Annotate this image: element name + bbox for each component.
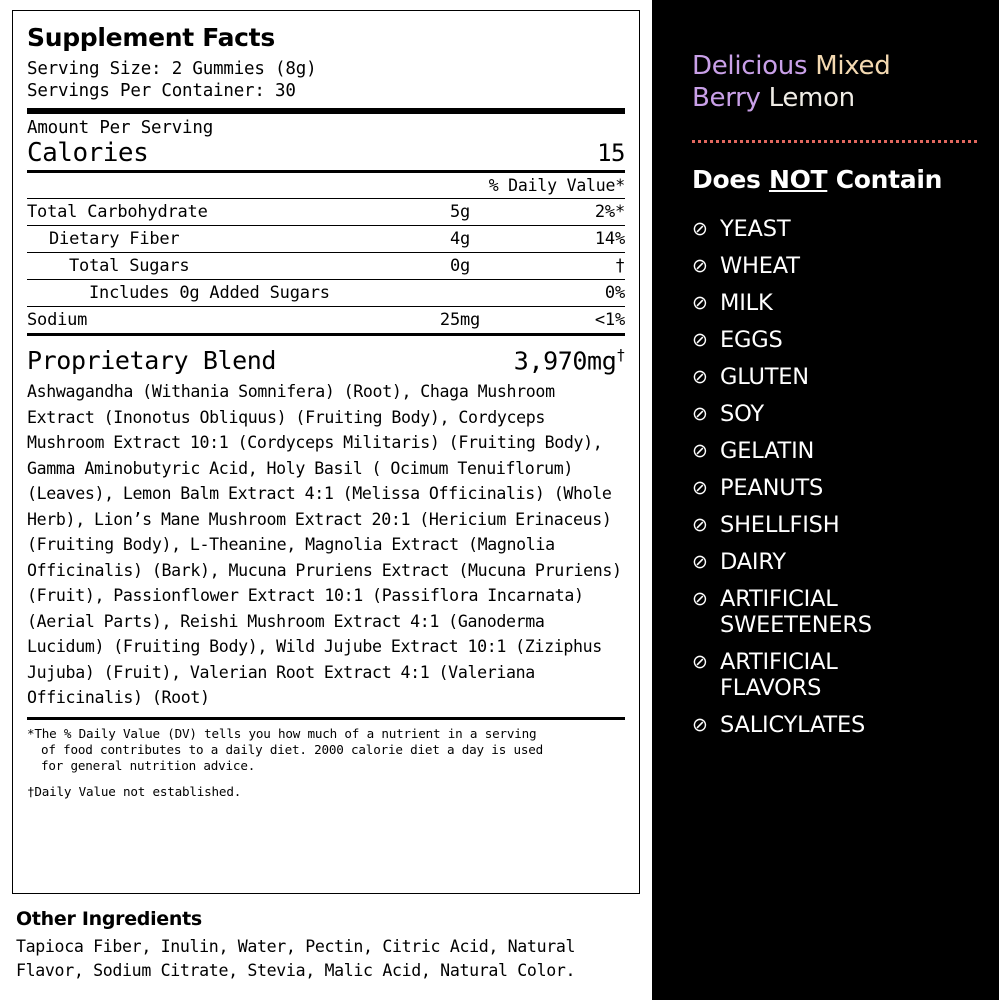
does-not-contain-heading <box>692 165 973 194</box>
allergen-label <box>720 549 973 575</box>
list-item <box>692 475 973 501</box>
no-entry-icon: ⊘ <box>692 651 708 673</box>
list-item <box>692 586 973 638</box>
list-item <box>692 253 973 279</box>
allergen-label <box>720 512 973 538</box>
allergen-line: SHELLFISH <box>720 512 840 538</box>
list-item <box>692 327 973 353</box>
daily-value-footnote <box>27 720 625 774</box>
allergen-line: ARTIFICIAL <box>720 586 838 612</box>
does-not-contain-emphasis: NOT <box>768 165 828 194</box>
proprietary-blend-label: Proprietary Blend <box>27 346 277 376</box>
allergen-list <box>692 216 973 738</box>
flavor-word-1: Delicious <box>692 51 808 81</box>
nutrient-amount: 0g <box>385 253 535 280</box>
no-entry-icon: ⊘ <box>692 551 708 573</box>
allergen-label <box>720 216 973 242</box>
nutrient-dv: 14% <box>535 226 625 253</box>
list-item <box>692 549 973 575</box>
nutrient-amount <box>385 280 535 307</box>
blend-amount-dagger: † <box>616 346 625 364</box>
allergen-line: SWEETENERS <box>720 612 872 638</box>
calories-label: Calories <box>27 138 149 168</box>
dotted-divider <box>692 140 977 143</box>
no-entry-icon: ⊘ <box>692 477 708 499</box>
no-entry-icon: ⊘ <box>692 588 708 610</box>
table-row <box>27 280 625 307</box>
table-row <box>27 226 625 253</box>
list-item <box>692 364 973 390</box>
allergen-line: GLUTEN <box>720 364 809 390</box>
allergen-label <box>720 475 973 501</box>
allergen-label <box>720 364 973 390</box>
allergen-label <box>720 649 973 701</box>
allergen-line: EGGS <box>720 327 783 353</box>
proprietary-blend-row <box>27 336 625 379</box>
list-item <box>692 712 973 738</box>
flavor-word-3: Berry <box>692 83 761 113</box>
allergen-line: PEANUTS <box>720 475 824 501</box>
allergen-line: SOY <box>720 401 764 427</box>
servings-per-container: Servings Per Container: 30 <box>27 81 296 101</box>
allergen-line: GELATIN <box>720 438 815 464</box>
allergen-label <box>720 253 973 279</box>
allergen-line: ARTIFICIAL <box>720 649 838 675</box>
nutrient-name: Sodium <box>27 310 88 330</box>
nutrient-name: Dietary Fiber <box>27 226 385 253</box>
amount-per-serving-label: Amount Per Serving <box>27 118 214 138</box>
nutrient-dv: 0% <box>535 280 625 307</box>
flavor-word-4: Lemon <box>768 83 855 113</box>
no-entry-icon: ⊘ <box>692 329 708 351</box>
serving-size: Serving Size: 2 Gummies (8g) <box>27 59 317 79</box>
allergen-label <box>720 290 973 316</box>
no-entry-icon: ⊘ <box>692 403 708 425</box>
supplement-facts-box <box>12 10 640 894</box>
footnote-line-3: for general nutrition advice. <box>41 757 256 773</box>
other-ingredients-section <box>12 894 640 983</box>
no-entry-icon: ⊘ <box>692 255 708 277</box>
calories-row <box>27 138 625 170</box>
no-entry-icon: ⊘ <box>692 514 708 536</box>
nutrient-name: Total Sugars <box>27 253 385 280</box>
footnote-line-2: of food contributes to a daily diet. 2000 calorie diet a day is used <box>41 741 543 757</box>
does-not-contain-pre: Does <box>692 165 769 194</box>
no-entry-icon: ⊘ <box>692 292 708 314</box>
allergen-line: FLAVORS <box>720 675 822 701</box>
no-entry-icon: ⊘ <box>692 218 708 240</box>
list-item <box>692 216 973 242</box>
allergen-line: SALICYLATES <box>720 712 866 738</box>
table-row <box>27 253 625 280</box>
other-ingredients-title: Other Ingredients <box>16 908 202 930</box>
does-not-contain-post: Contain <box>827 165 943 194</box>
allergen-line: DAIRY <box>720 549 786 575</box>
nutrient-name: Total Carbohydrate <box>27 199 385 226</box>
flavor-heading <box>692 50 973 114</box>
list-item <box>692 438 973 464</box>
allergen-line: WHEAT <box>720 253 800 279</box>
allergen-line: MILK <box>720 290 773 316</box>
daily-value-header: % Daily Value* <box>488 176 625 195</box>
dagger-footnote: †Daily Value not established. <box>27 783 242 799</box>
list-item <box>692 290 973 316</box>
allergen-line: YEAST <box>720 216 791 242</box>
list-item <box>692 512 973 538</box>
nutrient-dv: † <box>535 253 625 280</box>
no-entry-icon: ⊘ <box>692 440 708 462</box>
no-entry-icon: ⊘ <box>692 366 708 388</box>
table-row <box>27 199 625 226</box>
nutrient-amount: 25mg <box>439 310 481 330</box>
nutrient-dv: <1% <box>594 310 625 330</box>
list-item <box>692 649 973 701</box>
footnote-line-1: *The % Daily Value (DV) tells you how much of a nutrient in a serving <box>27 725 537 741</box>
proprietary-blend-ingredients: Ashwagandha (Withania Somnifera) (Root), Chaga Mushroom Extract (Inonotus Obliquus) (Fruiting Body), Cordyceps Mushroom Extract 10:1 (Cordyceps Militaris) (Fruiting Body), Gamma Aminobutyric Acid, Holy Basil ( Ocimum Tenuiflorum) (Leaves), Lemon Balm Extract 4:1 (Melissa Officinalis) (Whole Herb), Lion’s Mane Mushroom Extract 20:1 (Hericium Erinaceus) (Fruiting Body), L-Theanine, Magnolia Extract (Magnolia Officinalis) (Bark), Mucuna Pruriens Extract (Mucuna Pruriens) (Fruit), Passionflower Extract 10:1 (Passiflora Incarnata) (Aerial Parts), Reishi Mushroom Extract 4:1 (Ganoderma Lucidum) (Fruiting Body), Wild Jujube Extract 10:1 (Ziziphus Jujuba) (Fruit), Valerian Root Extract 4:1 (Valeriana Officinalis) (Root) <box>27 382 622 708</box>
allergen-label <box>720 438 973 464</box>
nutrient-dv: 2%* <box>535 199 625 226</box>
nutrition-table <box>27 199 625 333</box>
allergen-label <box>720 327 973 353</box>
allergen-label <box>720 712 973 738</box>
allergen-panel <box>652 0 999 1000</box>
allergen-label <box>720 401 973 427</box>
no-entry-icon: ⊘ <box>692 714 708 736</box>
blend-amount-value: 3,970mg <box>513 346 617 376</box>
table-row <box>27 307 625 334</box>
nutrient-name: Includes 0g Added Sugars <box>27 280 385 307</box>
nutrient-amount: 5g <box>385 199 535 226</box>
allergen-label <box>720 586 973 638</box>
proprietary-blend-amount <box>514 346 625 375</box>
flavor-word-2: Mixed <box>815 51 891 81</box>
list-item <box>692 401 973 427</box>
calories-value: 15 <box>597 139 625 167</box>
page-title: Supplement Facts <box>27 23 275 52</box>
nutrient-amount: 4g <box>385 226 535 253</box>
other-ingredients-text: Tapioca Fiber, Inulin, Water, Pectin, Citric Acid, Natural Flavor, Sodium Citrate, Stevia, Malic Acid, Natural Color. <box>16 937 576 980</box>
